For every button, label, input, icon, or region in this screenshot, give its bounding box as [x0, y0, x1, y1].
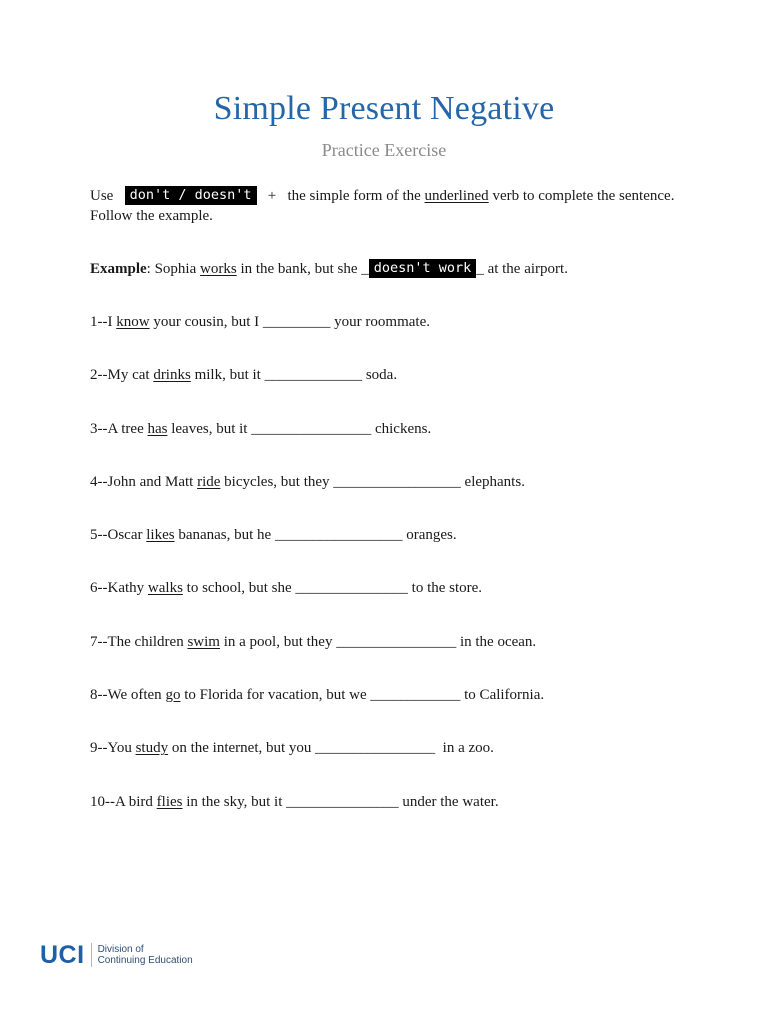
- exercise-item: [90, 685, 544, 738]
- instructions-chip: don't / doesn't: [125, 186, 257, 205]
- example-sentence: [90, 259, 568, 279]
- exercise-item: [90, 738, 544, 791]
- exercise-item-prefix: 10--A bird: [90, 793, 157, 810]
- instructions-underlined-word: underlined: [424, 188, 489, 204]
- instructions-before-underlined: the simple form of the: [287, 188, 421, 204]
- exercise-item-verb: drinks: [153, 367, 191, 384]
- exercise-item-rest: in a pool, but they ________________ in the ocean.: [219, 633, 537, 650]
- instructions-after-underlined: verb to complete the sentence. Follow the example.: [90, 188, 675, 224]
- uci-logo-mark: UCI: [40, 941, 85, 969]
- exercise-item-verb: walks: [147, 580, 183, 597]
- example-answer-chip: doesn't work: [369, 259, 477, 278]
- exercise-item-verb: likes: [146, 527, 175, 544]
- example-verb: works: [200, 261, 237, 277]
- page-subtitle: Practice Exercise: [321, 140, 447, 160]
- exercise-item-rest: to school, but she _______________ to the store.: [182, 580, 483, 597]
- exercise-item-rest: your cousin, but I _________ your roommate.: [149, 314, 430, 330]
- exercise-item: [90, 472, 544, 525]
- exercise-list: [90, 312, 544, 845]
- logo-text-line1: Division of: [97, 944, 144, 955]
- uci-logo: [40, 942, 193, 968]
- exercise-item-verb: know: [116, 314, 150, 330]
- example-middle: in the bank, but she _: [236, 261, 369, 277]
- exercise-item-rest: to Florida for vacation, but we ____________ to California.: [180, 687, 545, 704]
- exercise-item-verb: flies: [156, 793, 183, 810]
- exercise-item-prefix: 1--I: [90, 314, 117, 330]
- exercise-item-rest: leaves, but it ________________ chickens.: [167, 420, 432, 437]
- exercise-item-verb: ride: [197, 473, 221, 490]
- exercise-item: [90, 578, 544, 631]
- exercise-item: [90, 312, 544, 365]
- exercise-item-verb: has: [147, 420, 168, 437]
- exercise-item: [90, 419, 544, 472]
- exercise-item-rest: bicycles, but they _________________ elephants.: [220, 473, 525, 490]
- example-label: Example: [90, 261, 147, 277]
- exercise-item-prefix: 5--Oscar: [90, 527, 147, 544]
- instructions-plus: +: [267, 188, 277, 204]
- exercise-item-verb: go: [165, 687, 181, 704]
- instructions: [90, 186, 690, 226]
- exercise-item-prefix: 7--The children: [90, 633, 188, 650]
- exercise-item-prefix: 6--Kathy: [90, 580, 148, 597]
- exercise-item-rest: milk, but it _____________ soda.: [190, 367, 398, 384]
- exercise-item: [90, 632, 544, 685]
- example-colon: : Sophia: [146, 261, 201, 277]
- exercise-item-prefix: 8--We often: [90, 687, 166, 704]
- worksheet-content: [90, 186, 690, 810]
- page-title: Simple Present Negative: [213, 90, 555, 127]
- exercise-item-verb: swim: [187, 633, 220, 650]
- logo-text: [98, 944, 193, 966]
- exercise-item-prefix: 3--A tree: [90, 420, 148, 437]
- exercise-item-prefix: 9--You: [90, 740, 136, 757]
- exercise-item-prefix: 2--My cat: [90, 367, 154, 384]
- exercise-item-rest: on the internet, but you ________________ in a zoo.: [168, 740, 494, 757]
- exercise-item-rest: in the sky, but it _______________ under the water.: [182, 793, 499, 810]
- logo-text-line2: Continuing Education: [97, 955, 193, 966]
- example-end: _ at the airport.: [476, 261, 568, 277]
- exercise-item-rest: bananas, but he _________________ oranges.: [174, 527, 457, 544]
- exercise-item: [90, 792, 544, 845]
- instructions-use: Use: [90, 188, 114, 204]
- exercise-item: [90, 365, 544, 418]
- exercise-item-verb: study: [135, 740, 169, 757]
- logo-divider: [91, 943, 92, 967]
- exercise-item-prefix: 4--John and Matt: [90, 473, 198, 490]
- exercise-item: [90, 525, 544, 578]
